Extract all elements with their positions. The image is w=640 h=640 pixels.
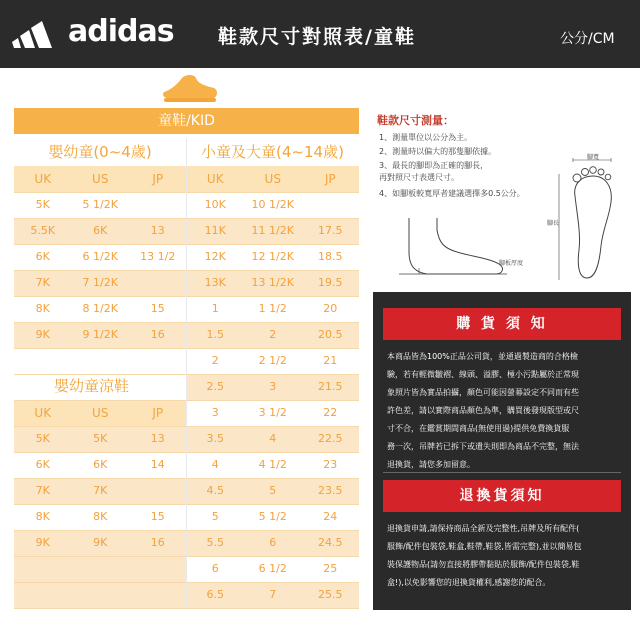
width-label: 腳寬 (587, 154, 600, 161)
table-cell (129, 270, 187, 296)
table-cell: 6 (211, 562, 219, 575)
panel-divider (383, 472, 621, 473)
notice-panel (373, 292, 631, 610)
return-line: 裝保護物品(請勿直接將膠帶黏貼於服飾/配件包裝袋,鞋 (387, 560, 580, 569)
table-cell: 6.5 (206, 588, 224, 601)
table-cell: 6K (93, 224, 108, 237)
table-cell: 13 1/2K (251, 276, 294, 289)
table-cell: 6 (269, 536, 277, 549)
table-cell: 9K (93, 536, 108, 549)
table-cell: 22 (323, 406, 338, 419)
table-cell: 7K (35, 276, 50, 289)
group-sandal: 嬰幼童涼鞋 (54, 377, 130, 395)
table-cell: 20 (323, 302, 338, 315)
table-cell: 17.5 (318, 224, 343, 237)
table-cell: 12 1/2K (251, 250, 294, 263)
return-line: 退換貨申請,請保持商品全新及完整性,吊牌及所有配件( (387, 524, 580, 533)
table-title: 童鞋/KID (14, 108, 359, 134)
size-table (14, 108, 359, 601)
brand-wordmark: adidas (68, 14, 174, 49)
table-cell: 24.5 (318, 536, 343, 549)
thickness-label: 腳板厚度 (499, 260, 524, 267)
foot-side-illustration (399, 212, 509, 282)
purchase-notice-text (387, 348, 579, 474)
table-cell: 8 1/2K (82, 302, 118, 315)
table-cell: 1 1/2 (258, 302, 287, 315)
column-header: UK (14, 400, 72, 426)
column-header: US (72, 400, 130, 426)
purchase-line: 寸不合，在鑑賞期間商品(無使用過)提供免費換貨服 (387, 424, 570, 433)
table-cell: 4.5 (206, 484, 224, 497)
measure-title: 鞋款尺寸測量： (377, 114, 454, 127)
table-cell: 2 (211, 354, 219, 367)
group-infant: 嬰幼童(0~4歲) (48, 143, 152, 161)
table-cell: 13 1/2 (140, 250, 176, 263)
measure-guide (377, 108, 632, 288)
table-cell: 11 1/2K (251, 224, 294, 237)
length-label: 腳長 (547, 220, 560, 227)
measure-item: 再對照尺寸表選尺寸。 (379, 173, 459, 182)
measure-item: 2、測量時以偏大的那隻腳依據。 (379, 147, 497, 156)
table-cell: 9 1/2K (82, 328, 118, 341)
table-cell: 2 (269, 328, 277, 341)
table-cell: 7K (35, 484, 50, 497)
table-cell: 5.5K (30, 224, 56, 237)
table-cell: 19.5 (318, 276, 343, 289)
table-cell (302, 192, 360, 218)
purchase-line: 本商品皆為100%正品公司貨，並通過製造商的合格檢 (387, 352, 578, 361)
table-cell: 23 (323, 458, 338, 471)
column-header: US (244, 166, 302, 192)
table-cell: 8K (93, 510, 108, 523)
table-cell: 6 1/2K (82, 250, 118, 263)
return-line: 盒!),以免影響您的退換貨權利,感謝您的配合。 (387, 578, 551, 587)
table-cell: 5 (269, 484, 277, 497)
table-cell: 3 1/2 (258, 406, 287, 419)
row-shade (14, 582, 186, 608)
table-cell: 1 (211, 302, 219, 315)
column-header: UK (14, 166, 72, 192)
table-cell: 13 (150, 224, 165, 237)
table-cell: 6K (35, 250, 50, 263)
table-cell: 4 (269, 432, 277, 445)
table-cell: 24 (323, 510, 338, 523)
table-cell: 22.5 (318, 432, 343, 445)
table-cell: 6K (35, 458, 50, 471)
table-cell (129, 478, 187, 504)
group-kids: 小童及大童(4~14歲) (201, 143, 344, 161)
table-cell: 7 1/2K (82, 276, 118, 289)
table-cell: 13 (150, 432, 165, 445)
table-cell: 8K (35, 510, 50, 523)
table-cell: 18.5 (318, 250, 343, 263)
return-line: 服飾/配件包裝袋,鞋盒,鞋帶,鞋袋,皆需完整),並以簡易包 (387, 542, 582, 551)
table-cell: 13K (204, 276, 226, 289)
table-cell: 3.5 (206, 432, 224, 445)
measure-item: 4、如腳板較寬厚者建議選擇多0.5公分。 (379, 189, 525, 198)
column-header: JP (302, 166, 360, 192)
return-notice-title: 退換貨須知 (383, 480, 621, 512)
table-cell: 15 (150, 510, 165, 523)
table-cell: 21 (323, 354, 338, 367)
column-header: UK (187, 166, 245, 192)
table-cell: 5K (35, 432, 50, 445)
purchase-line: 驗，若有輕微皺褶、線頭、溢膠、極小污點屬於正常現 (387, 370, 579, 379)
unit-label: 公分/CM (560, 31, 615, 47)
table-cell: 5.5 (206, 536, 224, 549)
table-cell: 11K (204, 224, 226, 237)
table-cell: 6K (93, 458, 108, 471)
grid-line (14, 608, 359, 609)
column-header: JP (129, 400, 187, 426)
table-cell: 4 1/2 (258, 458, 287, 471)
table-cell: 2 1/2 (258, 354, 287, 367)
table-cell: 5 (211, 510, 219, 523)
column-header: US (72, 166, 130, 192)
table-cell: 8K (35, 302, 50, 315)
table-cell: 15 (150, 302, 165, 315)
table-cell: 10 1/2K (251, 198, 294, 211)
shoe-icon (160, 70, 220, 106)
adidas-stripes-icon (12, 18, 56, 48)
table-cell: 10K (204, 198, 226, 211)
table-cell: 9K (35, 328, 50, 341)
table-cell: 9K (35, 536, 50, 549)
table-cell: 5K (93, 432, 108, 445)
header-bar (0, 0, 640, 68)
column-header: JP (129, 166, 187, 192)
table-cell: 7K (93, 484, 108, 497)
measure-item: 1、測量單位以公分為主。 (379, 133, 473, 142)
table-cell: 5 1/2 (258, 510, 287, 523)
table-cell: 3 (269, 380, 277, 393)
table-cell: 6 1/2 (258, 562, 287, 575)
table-cell (129, 192, 187, 218)
row-shade (14, 556, 186, 582)
purchase-line: 退換貨，請您多加留意。 (387, 460, 475, 469)
table-cell: 20.5 (318, 328, 343, 341)
purchase-line: 許色差，請以實際商品顏色為準，購買後發現版型或尺 (387, 406, 579, 415)
purchase-line: 象照片皆為實品拍攝，顏色可能因螢幕設定不同而有些 (387, 388, 579, 397)
table-cell: 2.5 (206, 380, 224, 393)
grid-divider (186, 138, 187, 608)
table-cell: 4 (211, 458, 219, 471)
return-notice-text (387, 520, 582, 592)
table-cell: 7 (269, 588, 277, 601)
table-cell: 25.5 (318, 588, 343, 601)
table-cell: 21.5 (318, 380, 343, 393)
page-title: 鞋款尺寸對照表/童鞋 (218, 26, 416, 48)
table-cell: 5K (35, 198, 50, 211)
table-cell: 12K (204, 250, 226, 263)
table-cell: 1.5 (206, 328, 224, 341)
measure-item: 3、最長的腳即為正確的腳長， (379, 161, 489, 170)
table-cell: 5 1/2K (82, 198, 118, 211)
foot-top-illustration (555, 156, 627, 284)
table-cell: 16 (150, 328, 165, 341)
table-cell: 23.5 (318, 484, 343, 497)
table-cell: 25 (323, 562, 338, 575)
purchase-line: 務一次，吊牌若已拆下或遺失則即為商品不完整，無法 (387, 442, 579, 451)
table-cell: 3 (211, 406, 219, 419)
adidas-logo (12, 14, 182, 54)
table-cell: 16 (150, 536, 165, 549)
purchase-notice-title: 購 貨 須 知 (383, 308, 621, 340)
table-cell: 14 (150, 458, 165, 471)
